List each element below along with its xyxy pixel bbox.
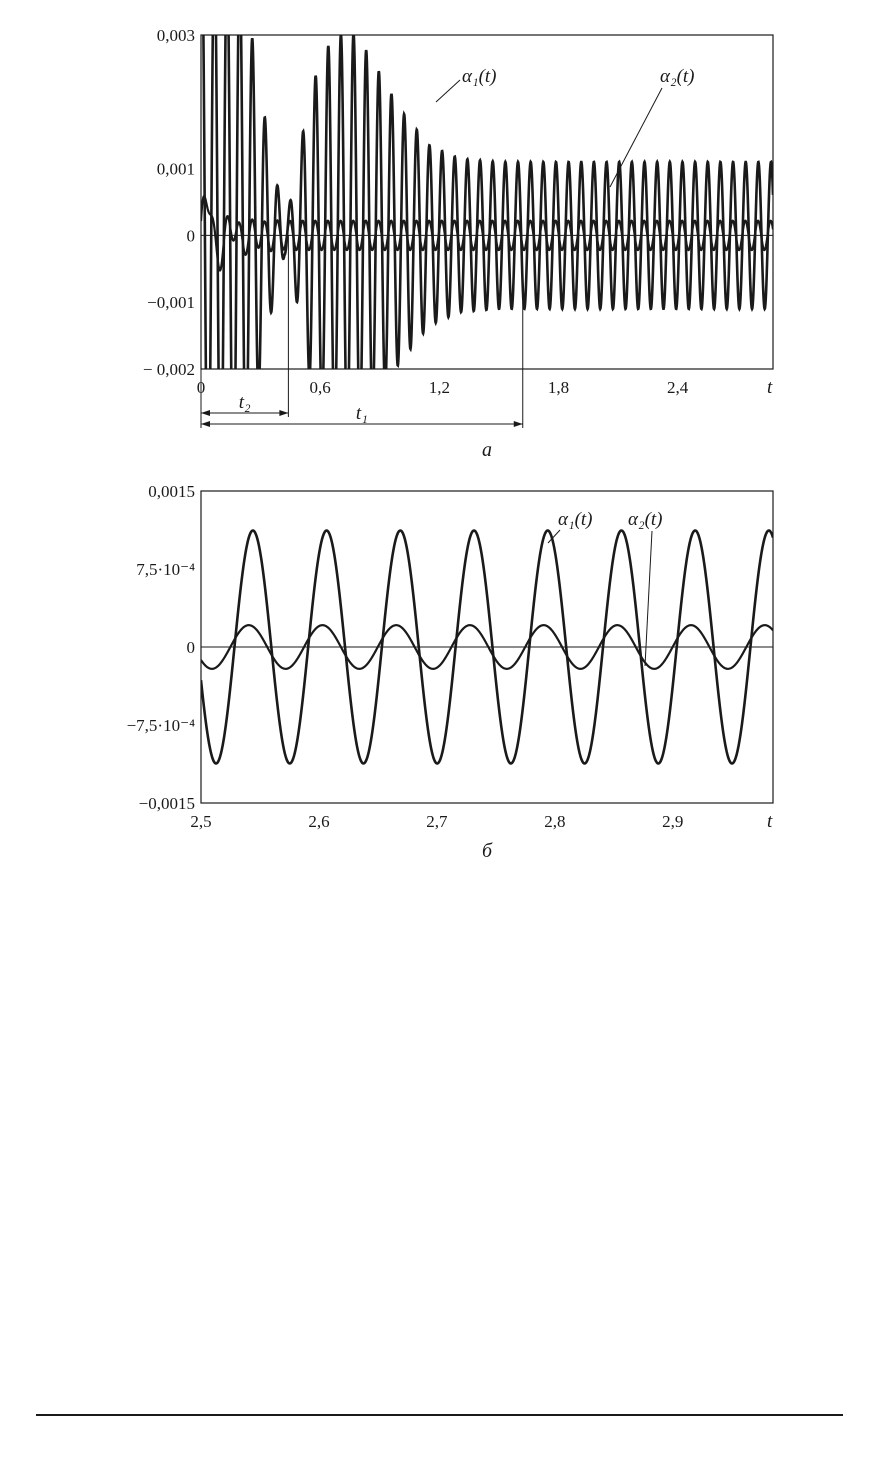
chart-b-alpha2-leader — [645, 531, 652, 666]
chart-a-arrowhead — [201, 421, 210, 427]
chart-a-x-tick-label: 1,8 — [547, 378, 570, 397]
chart-b-y-tick-labels — [127, 482, 195, 813]
chart-b-alpha1-label: α₁(t) — [558, 509, 593, 530]
chart-a-caption: а — [482, 439, 492, 461]
chart-a-y-tick-label: − 0,002 — [142, 360, 195, 379]
chart-a-x-tick-labels — [197, 378, 689, 397]
chart-a — [143, 0, 773, 530]
chart-b-alpha2-label: α₂(t) — [628, 509, 663, 530]
chart-b-x-tick-label: 2,8 — [544, 812, 566, 831]
chart-b-x-axis-label: t — [767, 811, 773, 832]
chart-a-y-tick-label: 0,003 — [156, 26, 195, 45]
chart-a-arrowhead — [279, 410, 288, 416]
chart-a-alpha2-label: α₂(t) — [660, 66, 695, 87]
page-footer-rule — [36, 1414, 843, 1416]
chart-a-y-tick-label: 0 — [186, 226, 195, 246]
chart-b-x-tick-label: 2,5 — [190, 812, 212, 831]
chart-a-y-tick-label: −0,001 — [147, 293, 195, 313]
chart-b — [127, 482, 773, 862]
chart-b-x-tick-label: 2,7 — [426, 812, 448, 831]
chart-b-y-tick-label: −0,0015 — [138, 794, 195, 813]
chart-a-y-tick-labels — [143, 26, 195, 379]
chart-b-x-tick-label: 2,9 — [662, 812, 684, 831]
chart-a-x-tick-label: 1,2 — [428, 378, 450, 397]
chart-a-arrowhead — [201, 410, 210, 416]
chart-b-caption: б — [481, 840, 493, 862]
chart-a-x-tick-label: 2,4 — [667, 378, 689, 397]
chart-a-leader-lines — [436, 80, 662, 187]
chart-b-y-tick-label: −7,5·10⁻⁴ — [126, 716, 195, 735]
chart-a-interval-label: t₂ — [238, 392, 251, 413]
chart-a-alpha1-leader — [436, 80, 460, 102]
chart-a-y-tick-label: 0,001 — [156, 159, 195, 179]
chart-a-alpha2-leader — [610, 88, 662, 187]
chart-a-arrowhead — [514, 421, 523, 427]
chart-a-interval-label: t₁ — [355, 403, 368, 424]
chart-a-x-axis-label: t — [767, 377, 773, 398]
chart-a-x-tick-label: 0,6 — [309, 378, 331, 397]
chart-b-y-tick-label: 0 — [186, 638, 195, 657]
chart-b-y-tick-label: 0,0015 — [148, 482, 195, 501]
chart-b-x-tick-label: 2,6 — [308, 812, 330, 831]
chart-a-x-tick-label: 0 — [196, 378, 206, 397]
chart-b-y-tick-label: 7,5·10⁻⁴ — [136, 560, 195, 579]
chart-b-x-tick-labels — [190, 812, 683, 831]
chart-a-alpha1-label: α₁(t) — [462, 66, 497, 87]
